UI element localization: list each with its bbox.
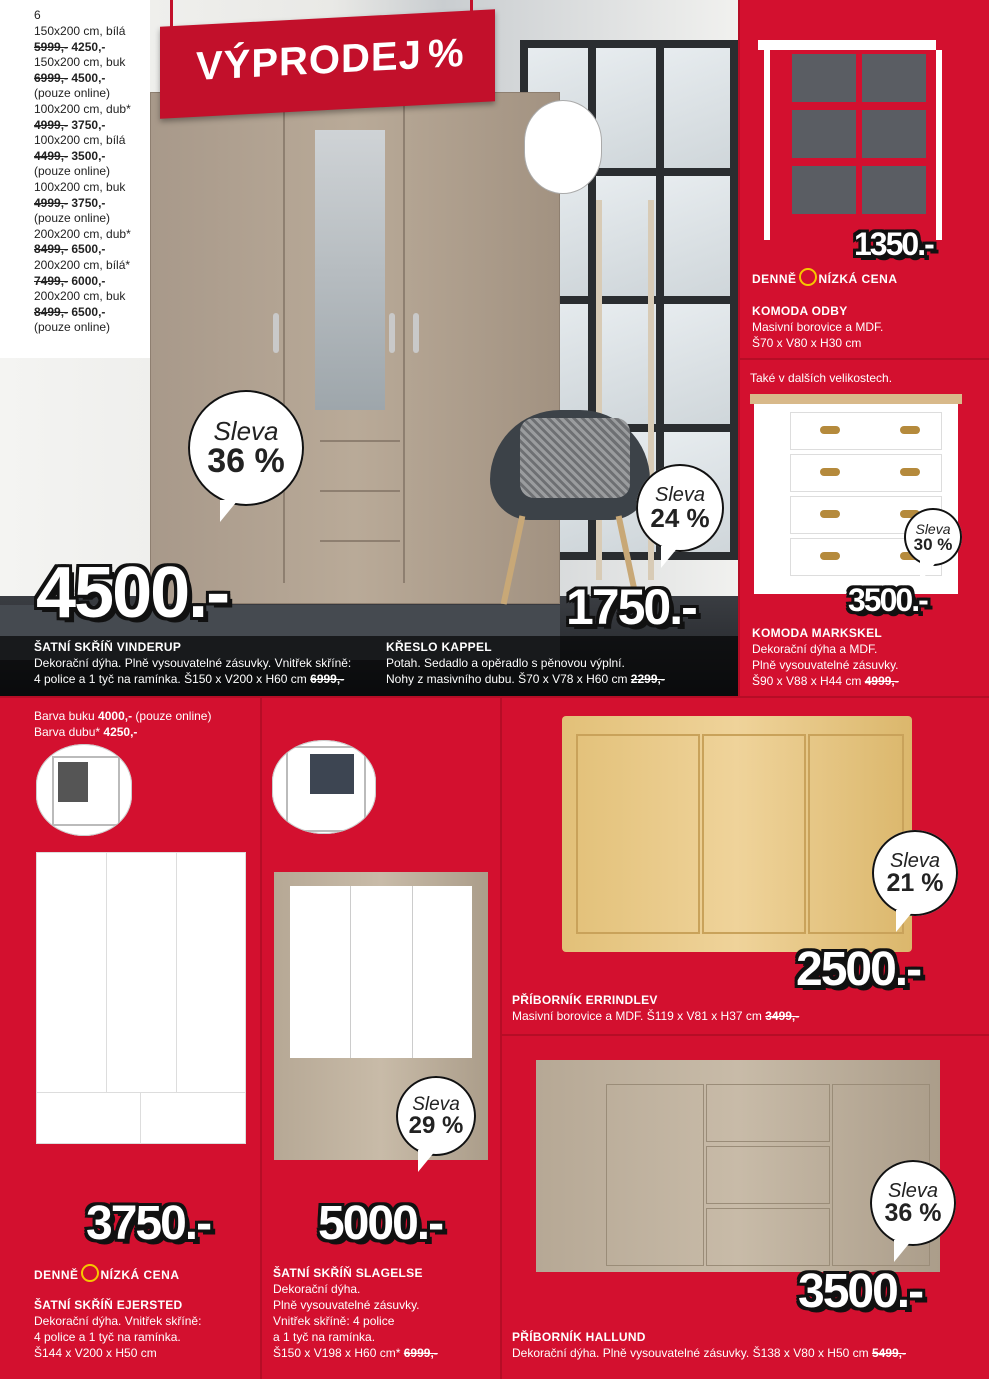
info-odby [752, 303, 883, 351]
product-desc: Masivní borovice a MDF. Š119 x V81 x H37 cm [512, 1009, 762, 1023]
note-text: Barva dubu* [34, 725, 104, 739]
product-desc: Nohy z masivního dubu. Š70 x V78 x H60 cm [386, 672, 628, 686]
size-option-price [34, 71, 150, 87]
discount-badge-hallund [870, 1160, 956, 1246]
product-desc: Dekorační dýha a MDF. [752, 642, 878, 656]
size-option-note: (pouze online) [34, 211, 111, 226]
badge-word: Sleva [412, 1093, 460, 1115]
denne-text: DENNĚ [34, 1268, 79, 1282]
product-desc: Š90 x V88 x H44 cm [752, 674, 862, 688]
discount-badge-slagelse [396, 1076, 476, 1156]
badge-percent: 36 % [884, 1198, 942, 1227]
sideboard-hallund-image [536, 1060, 940, 1272]
new-price: 6500,- [71, 242, 106, 257]
denne-logo-icon [799, 268, 817, 286]
sideboard-errindlev-image [562, 716, 912, 952]
wardrobe-interior-thumb [524, 100, 602, 194]
old-price: 6999,- [34, 70, 69, 85]
discount-badge-vinderup [188, 390, 304, 506]
product-desc: Potah. Sedadlo a opěradlo s pěnovou výplní. [386, 656, 625, 670]
old-price: 8499,- [34, 304, 69, 319]
new-price: 3750,- [71, 117, 106, 132]
wardrobe-mirror [315, 130, 385, 410]
product-name: PŘÍBORNÍK HALLUND [512, 1330, 646, 1344]
discount-badge-markskel [904, 508, 962, 566]
size-option-price [34, 40, 150, 56]
old-price: 6999,- [310, 672, 345, 686]
discount-badge-kappel [636, 464, 724, 552]
price-vinderup: 4500.- [36, 553, 229, 633]
size-option-price [34, 149, 150, 165]
info-kappel [386, 639, 665, 687]
old-price: 4999,- [34, 195, 69, 210]
everyday-low-price-ejersted [34, 1264, 180, 1282]
nizka-cena-text: NÍZKÁ CENA [100, 1268, 180, 1282]
info-ejersted [34, 1297, 201, 1361]
old-price: 3499,- [765, 1009, 800, 1023]
size-option-label: 150x200 cm, bílá [34, 24, 126, 38]
size-option-price [34, 242, 150, 258]
product-name: ŠATNÍ SKŘÍŇ VINDERUP [34, 640, 182, 654]
markskel-top [750, 394, 962, 404]
badge-percent: 24 % [650, 503, 710, 533]
badge-percent: 36 % [207, 442, 285, 480]
ejersted-interior-thumb [36, 744, 132, 836]
note-price: 4000,- [98, 709, 133, 723]
discount-badge-errindlev [872, 830, 958, 916]
badge-percent: 21 % [886, 868, 944, 897]
product-desc: Vnitřek skříně: 4 police [273, 1314, 395, 1328]
size-option-price [34, 118, 150, 134]
size-option-label: 200x200 cm, bílá* [34, 257, 131, 272]
info-hallund [512, 1329, 906, 1361]
new-price: 3500,- [71, 148, 106, 163]
denne-text: DENNĚ [752, 272, 797, 286]
price-markskel: 3500.- [848, 582, 927, 618]
product-name: PŘÍBORNÍK ERRINDLEV [512, 993, 658, 1007]
old-price: 4999,- [864, 674, 899, 688]
sale-banner [160, 9, 495, 119]
product-name: ŠATNÍ SKŘÍŇ SLAGELSE [273, 1266, 423, 1280]
size-option-note: (pouze online) [34, 86, 111, 101]
product-name: KOMODA MARKSKEL [752, 626, 883, 640]
wardrobe-ejersted-image [36, 852, 246, 1144]
product-desc: Dekorační dýha. Vnitřek skříně: [34, 1314, 202, 1328]
price-hallund: 3500.- [798, 1265, 923, 1318]
badge-percent: 29 % [408, 1111, 464, 1139]
old-price: 6999,- [403, 1346, 438, 1360]
size-option-note: (pouze online) [34, 164, 111, 179]
new-price: 4250,- [71, 39, 106, 54]
size-option-label: 200x200 cm, dub* [34, 226, 131, 241]
old-price: 7499,- [34, 273, 69, 288]
size-option-label: 100x200 cm, dub* [34, 101, 131, 116]
product-desc: Plně vysouvatelné zásuvky. [752, 658, 899, 672]
product-name: ŠATNÍ SKŘÍŇ EJERSTED [34, 1298, 183, 1312]
price-odby: 1350.- [854, 226, 933, 262]
size-option-label: 150x200 cm, buk [34, 55, 126, 70]
new-price: 6000,- [71, 273, 106, 288]
nizka-cena-text: NÍZKÁ CENA [818, 272, 898, 286]
old-price: 5999,- [34, 39, 69, 54]
sale-banner-percent: % [428, 30, 465, 77]
info-markskel [752, 625, 899, 689]
product-desc: Š144 x V200 x H50 cm [34, 1346, 157, 1360]
note-text: Barva buku [34, 709, 99, 723]
price-errindlev: 2500.- [796, 943, 921, 996]
old-price: 5499,- [871, 1346, 906, 1360]
page-number: 6 [34, 8, 41, 22]
product-desc: Š70 x V80 x H30 cm [752, 336, 862, 350]
odby-top [758, 40, 936, 50]
size-option-label: 100x200 cm, bílá [34, 133, 126, 148]
product-desc: Dekorační dýha. [273, 1282, 361, 1296]
info-errindlev [512, 992, 799, 1024]
badge-word: Sleva [889, 849, 941, 872]
pillow [520, 418, 630, 498]
size-option-label: 200x200 cm, buk [34, 289, 126, 304]
product-desc: 4 police a 1 tyč na ramínka. [34, 1330, 181, 1344]
price-ejersted: 3750.- [86, 1197, 211, 1250]
size-option-price [34, 274, 150, 290]
size-option-price [34, 196, 150, 212]
new-price: 3750,- [71, 195, 106, 210]
info-slagelse [273, 1265, 438, 1361]
price-slagelse: 5000.- [318, 1197, 443, 1250]
product-desc: Dekorační dýha. Plně vysouvatelné zásuvky. Vnitřek skříně: [34, 656, 352, 670]
product-name: KOMODA ODBY [752, 304, 848, 318]
ejersted-color-notes [34, 708, 211, 740]
badge-percent: 30 % [913, 534, 953, 554]
denne-logo-icon [81, 1264, 99, 1282]
product-desc: Masivní borovice a MDF. [752, 320, 884, 334]
old-price: 8499,- [34, 242, 69, 257]
old-price: 4499,- [34, 148, 69, 163]
size-price-list [0, 0, 150, 358]
size-option-label: 100x200 cm, buk [34, 179, 126, 194]
new-price: 4500,- [71, 70, 106, 85]
badge-word: Sleva [213, 416, 279, 446]
product-desc: a 1 tyč na ramínka. [273, 1330, 376, 1344]
info-vinderup [34, 639, 351, 687]
product-name: KŘESLO KAPPEL [386, 640, 492, 654]
chest-odby-image [764, 50, 942, 240]
badge-word: Sleva [887, 1179, 939, 1202]
badge-word: Sleva [915, 520, 951, 537]
badge-word: Sleva [654, 484, 706, 506]
size-option-price [34, 305, 150, 321]
product-desc: Dekorační dýha. Plně vysouvatelné zásuvky. Š138 x V80 x H50 cm [512, 1346, 869, 1360]
note-price: 4250,- [103, 725, 138, 739]
new-price: 6500,- [71, 304, 106, 319]
price-kappel: 1750.- [566, 579, 696, 635]
markskel-size-note: Také v dalších velikostech. [750, 371, 893, 385]
everyday-low-price-odby [752, 268, 898, 286]
old-price: 4999,- [34, 117, 69, 132]
product-desc: 4 police a 1 tyč na ramínka. Š150 x V200 x H60 cm [34, 672, 307, 686]
size-option-note: (pouze online) [34, 320, 111, 335]
slagelse-interior-thumb [272, 740, 376, 834]
sale-banner-text: VÝPRODEJ [196, 33, 422, 89]
note-text: (pouze online) [132, 709, 212, 723]
old-price: 2299,- [630, 672, 665, 686]
product-desc: Plně vysouvatelné zásuvky. [273, 1298, 420, 1312]
product-desc: Š150 x V198 x H60 cm* [273, 1346, 401, 1360]
